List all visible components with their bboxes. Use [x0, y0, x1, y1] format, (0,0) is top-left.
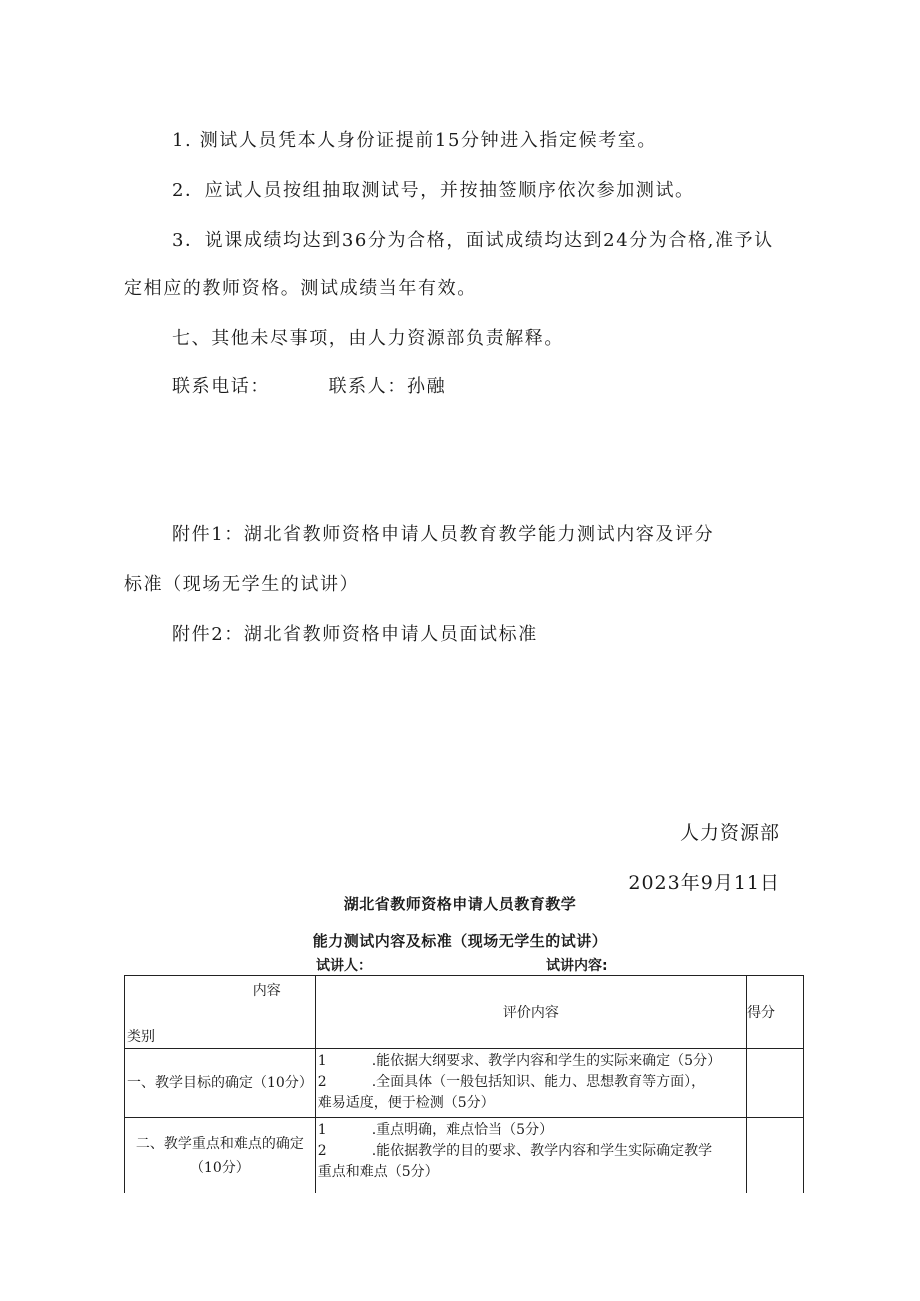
- criterion-line: 2 .能依据教学的目的要求、教学内容和学生实际确定教学: [317, 1143, 713, 1159]
- paragraph-2: 2．应试人员按组抽取测试号，并按抽签顺序依次参加测试。: [172, 180, 695, 201]
- category-cell: 一、教学目标的确定（10分）: [125, 1049, 316, 1118]
- category-cell: 二、教学重点和难点的确定（10分）: [125, 1118, 316, 1194]
- table-row: [125, 1118, 804, 1194]
- header-category-cell: [125, 976, 316, 1049]
- criterion-line: 2 .全面具体（一般包括知识、能力、思想教育等方面），: [317, 1074, 706, 1090]
- attachment-2: 附件2：湖北省教师资格申请人员面试标准: [172, 624, 538, 645]
- attachment-1-line-2: 标准（现场无学生的试讲）: [124, 574, 360, 595]
- score-cell[interactable]: [747, 1049, 804, 1118]
- signature-org: 人力资源部: [679, 822, 780, 844]
- header-content-label: 内容: [252, 983, 281, 999]
- table-header-row: [125, 976, 804, 1049]
- criterion-line: 1 .能依据大纲要求、教学内容和学生的实际来确定（5分）: [317, 1053, 722, 1069]
- lecturer-label: 试讲人：: [316, 958, 372, 974]
- contact-line: 联系电话： 联系人：孙融: [172, 376, 447, 397]
- criterion-line: 重点和难点（5分）: [317, 1164, 439, 1180]
- score-cell[interactable]: [747, 1118, 804, 1194]
- paragraph-3-line-2: 定相应的教师资格。测试成绩当年有效。: [124, 278, 477, 299]
- table-row: [125, 1049, 804, 1118]
- header-score-cell: 得分: [747, 976, 804, 1049]
- criterion-line: 1 .重点明确，难点恰当（5分）: [317, 1122, 554, 1138]
- paragraph-4: 七、其他未尽事项，由人力资源部负责解释。: [172, 328, 564, 349]
- header-evaluation-cell: 评价内容: [315, 976, 746, 1049]
- form-title-line-1: 湖北省教师资格申请人员教育教学: [343, 895, 577, 913]
- attachment-1-line-1: 附件1：湖北省教师资格申请人员教育教学能力测试内容及评分: [172, 524, 715, 545]
- criteria-cell: [315, 1049, 746, 1118]
- criteria-cell: [315, 1118, 746, 1194]
- paragraph-3-line-1: 3．说课成绩均达到36分为合格，面试成绩均达到24分为合格,准予认: [172, 230, 774, 251]
- form-title-line-2: 能力测试内容及标准（现场无学生的试讲）: [312, 932, 608, 950]
- signature-date: 2023年9月11日: [628, 872, 780, 894]
- lecture-content-label: 试讲内容:: [546, 958, 608, 974]
- evaluation-table: [124, 975, 804, 1193]
- header-category-label: 类别: [127, 1029, 155, 1045]
- criterion-line: 难易适度，便于检测（5分）: [317, 1095, 495, 1111]
- paragraph-1: 1. 测试人员凭本人身份证提前15分钟进入指定候考室。: [172, 130, 657, 151]
